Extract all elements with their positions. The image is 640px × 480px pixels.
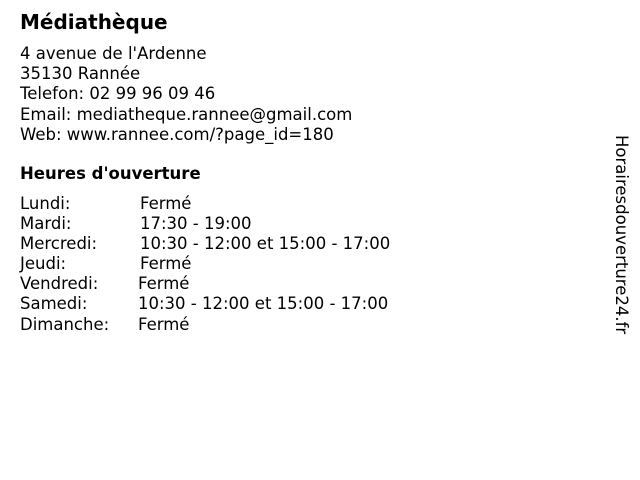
day-label: Dimanche: [20,314,110,334]
phone-line: Telefon: 02 99 96 09 46 [20,84,216,104]
day-label: Vendredi: [20,274,99,294]
day-hours: 10:30 - 12:00 et 15:00 - 17:00 [140,234,391,254]
city-line: 35130 Rannée [20,64,141,84]
day-label: Mardi: [20,214,72,234]
day-label: Lundi: [20,194,71,213]
street-line: 4 avenue de l'Ardenne [20,44,207,63]
day-hours: Fermé [140,254,192,274]
day-hours: Fermé [138,274,190,294]
address-block [20,44,352,145]
day-hours: 17:30 - 19:00 [140,214,252,234]
day-label: Mercredi: [20,234,98,254]
day-hours: 10:30 - 12:00 et 15:00 - 17:00 [138,294,389,314]
page-title: Médiathèque [20,10,168,34]
source-watermark: Horairesdouverture24.fr [612,135,631,335]
email-line: Email: mediatheque.rannee@gmail.com [20,104,353,124]
day-hours: Fermé [138,314,190,334]
day-label: Jeudi: [20,254,67,274]
website-line: Web: www.rannee.com/?page_id=180 [20,124,334,144]
opening-hours-heading: Heures d'ouverture [20,164,201,183]
day-hours: Fermé [140,194,192,213]
day-label: Samedi: [20,294,88,314]
